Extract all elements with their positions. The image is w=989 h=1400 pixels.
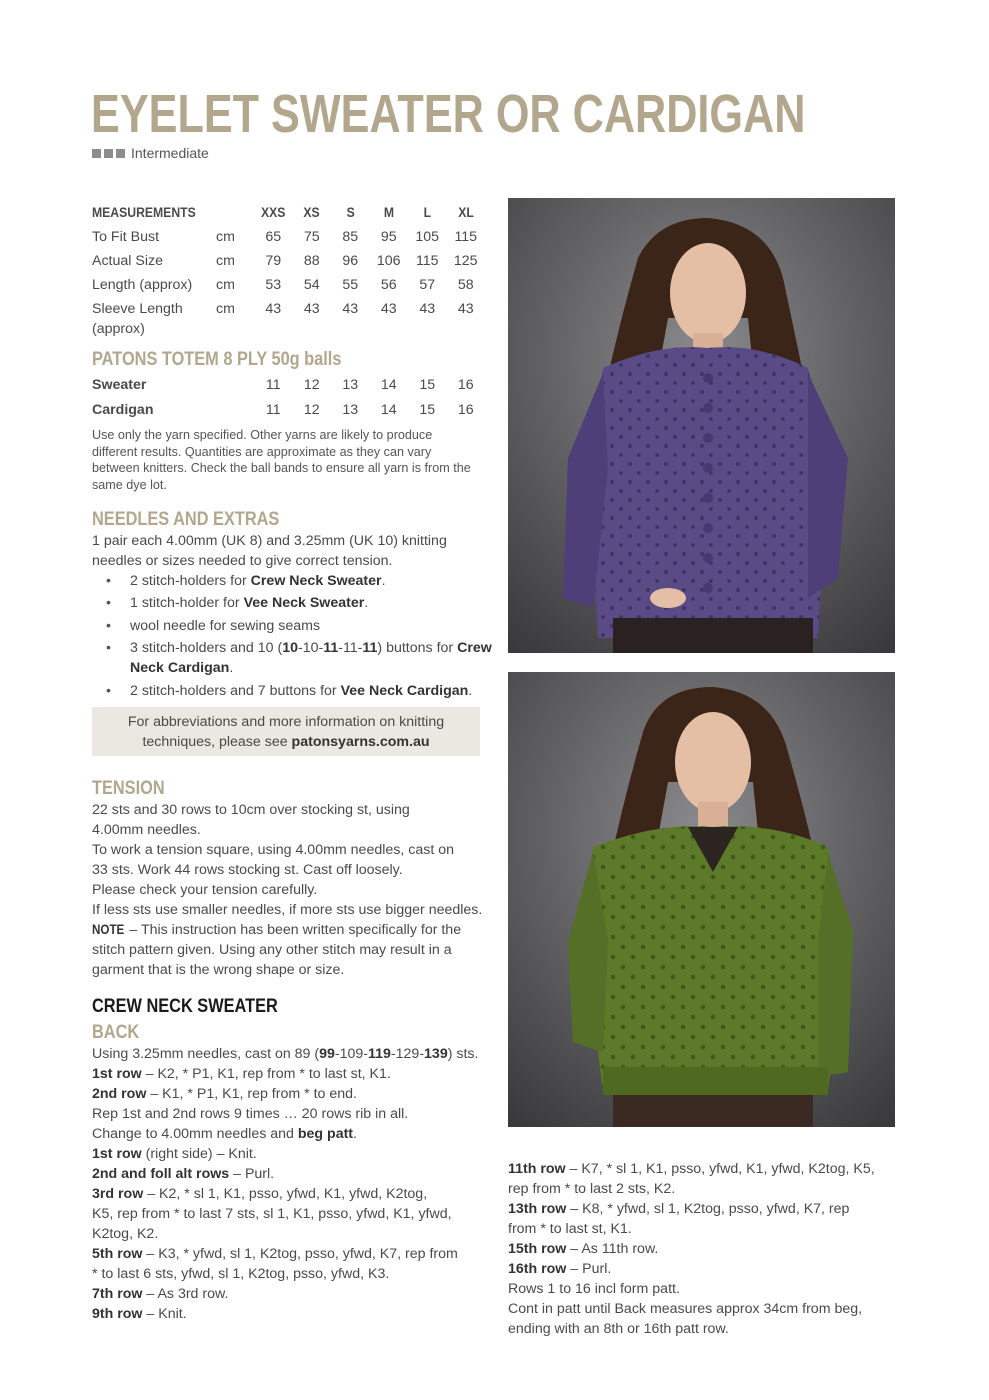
cell: 105 <box>415 229 440 245</box>
needles-intro: 1 pair each 4.00mm (UK 8) and 3.25mm (UK 10) knitting needles or sizes needed to give correct tension. <box>92 533 447 569</box>
cell: 43 <box>457 301 474 317</box>
row-unit: cm <box>216 229 235 245</box>
table-row <box>92 227 485 251</box>
cell: 13 <box>342 402 359 418</box>
size-header: XXS <box>261 205 286 221</box>
cell: 56 <box>380 277 397 293</box>
size-header: M <box>383 205 394 221</box>
cell: 53 <box>265 277 282 293</box>
cell: 115 <box>454 229 478 245</box>
pattern-right: 11th row – K7, * sl 1, K1, psso, yfwd, K1, yfwd, K2tog, K5, rep from * to last 2 sts, K2. 13th row – K8, * yfwd, sl 1, K2tog, psso, yfwd, K7, rep from * to last st, K1. 15th row – As 11th row. 16th row – Purl. Rows 1 to 16 incl form patt. Cont in patt until Back measures approx 34cm from beg, ending with an 8th or 16th patt row. <box>508 1161 875 1337</box>
row-label: Length (approx) <box>92 277 193 293</box>
cardigan-photo <box>508 198 895 653</box>
cell: 115 <box>415 253 439 269</box>
yarn-heading: PATONS TOTEM 8 PLY 50g balls <box>92 349 342 370</box>
row-label-line: Sleeve Length <box>92 301 183 317</box>
cell: 106 <box>376 253 401 269</box>
needles-list <box>92 571 492 703</box>
row-label-line: (approx) <box>92 321 145 337</box>
cell: 11 <box>265 377 281 393</box>
row-label <box>92 299 216 343</box>
tension-heading: TENSION <box>92 778 165 799</box>
cell: 55 <box>342 277 359 293</box>
size-header: L <box>423 205 431 221</box>
cell: 43 <box>342 301 359 317</box>
tension-text: 22 sts and 30 rows to 10cm over stocking st, using 4.00mm needles. To work a tension square, using 4.00mm needles, cast on 33 sts. Work 44 rows stocking st. Cast off loosely. Please check your tension carefully. If less sts use smaller needles, if more sts use bigger needles. NOTE – This instruction has been written specifically for the stitch pattern given. Using any other stitch may result in a garment that is the wrong shape or size. <box>92 802 483 978</box>
cell: 96 <box>342 253 359 269</box>
info-line: For abbreviations and more information on knitting <box>127 714 445 730</box>
crew-heading: CREW NECK SWEATER <box>92 996 278 1017</box>
note-label: NOTE <box>92 922 125 938</box>
measurements-table <box>92 203 485 343</box>
cell: 125 <box>453 253 478 269</box>
cell: 12 <box>303 402 320 418</box>
row-label: Sweater <box>92 377 147 393</box>
cell: 16 <box>457 377 474 393</box>
list-item: • 1 stitch-holder for Vee Neck Sweater. <box>92 593 492 613</box>
cast-on-line: Using 3.25mm needles, cast on 89 (99-109-119-129-139) sts. <box>92 1046 479 1062</box>
table-row <box>92 275 485 299</box>
info-line: techniques, please see patonsyarns.com.au <box>142 734 430 750</box>
list-item: • wool needle for sewing seams <box>92 616 492 636</box>
cell: 54 <box>303 277 320 293</box>
row-label: Cardigan <box>92 402 154 418</box>
cell: 15 <box>419 402 436 418</box>
table-row <box>92 299 485 343</box>
row-unit: cm <box>216 301 235 317</box>
row-unit: cm <box>216 277 235 293</box>
info-box <box>92 707 480 756</box>
skill-level <box>92 143 209 163</box>
level-square-icon <box>116 149 125 158</box>
cell: 43 <box>265 301 282 317</box>
needles-heading: NEEDLES AND EXTRAS <box>92 509 280 530</box>
list-item: • 3 stitch-holders and 10 (10-10-11-11-11) buttons for Crew Neck Cardigan. <box>92 638 492 678</box>
size-header: XS <box>303 205 320 221</box>
list-item: • 2 stitch-holders and 7 buttons for Vee Neck Cardigan. <box>92 681 492 701</box>
cell: 79 <box>265 253 282 269</box>
cell: 88 <box>303 253 320 269</box>
cell: 13 <box>342 377 359 393</box>
website-link[interactable]: patonsyarns.com.au <box>291 734 430 750</box>
table-row <box>92 400 485 424</box>
pattern-left: Using 3.25mm needles, cast on 89 (99-109-119-129-139) sts. 1st row – K2, * P1, K1, rep from * to last st, K1. 2nd row – K1, * P1, K1, rep from * to end. Rep 1st and 2nd rows 9 times … 20 rows rib in all. Change to 4.00mm needles and beg patt. 1st row (right side) – Knit. 2nd and foll alt rows – Purl. 3rd row – K2, * sl 1, K1, psso, yfwd, K1, yfwd, K2tog, K5, rep from * to last 7 sts, sl 1, K1, psso, yfwd, K1, yfwd, K2tog, K2. 5th row – K3, * yfwd, sl 1, K2tog, psso, yfwd, K7, rep from * to last 6 sts, yfwd, sl 1, K2tog, psso, yfwd, K3. 7th row – As 3rd row. 9th row – Knit. <box>92 1044 492 1324</box>
row-unit: cm <box>216 253 235 269</box>
cell: 65 <box>265 229 282 245</box>
cell: 43 <box>303 301 320 317</box>
skill-level-label: Intermediate <box>131 145 209 161</box>
cell: 95 <box>380 229 397 245</box>
table-row <box>92 251 485 275</box>
list-item: • 2 stitch-holders for Crew Neck Sweater. <box>92 571 492 591</box>
cell: 75 <box>303 229 320 245</box>
cell: 11 <box>265 402 281 418</box>
table-row <box>92 375 485 400</box>
page-title: EYELET SWEATER OR CARDIGAN <box>91 84 806 144</box>
cell: 43 <box>419 301 436 317</box>
sweater-photo <box>508 672 895 1127</box>
level-square-icon <box>92 149 101 158</box>
size-header: XL <box>457 205 474 221</box>
cell: 57 <box>419 277 436 293</box>
yarn-note: Use only the yarn specified. Other yarns are likely to produce different results. Quantities are approximate as they can vary between knitters. Check the ball bands to ensure all yarn is from the same dye lot. <box>92 428 471 492</box>
level-square-icon <box>104 149 113 158</box>
row-label: Actual Size <box>92 253 163 269</box>
cell: 85 <box>342 229 359 245</box>
measurements-heading: MEASUREMENTS <box>92 205 196 221</box>
cell: 43 <box>380 301 397 317</box>
cell: 15 <box>419 377 436 393</box>
row-label: To Fit Bust <box>92 229 160 245</box>
cell: 14 <box>380 402 397 418</box>
yarn-table <box>92 375 485 424</box>
cell: 16 <box>457 402 474 418</box>
cell: 14 <box>380 377 397 393</box>
back-heading: BACK <box>92 1022 140 1043</box>
size-header: S <box>346 205 355 221</box>
cell: 58 <box>457 277 474 293</box>
cell: 12 <box>303 377 320 393</box>
